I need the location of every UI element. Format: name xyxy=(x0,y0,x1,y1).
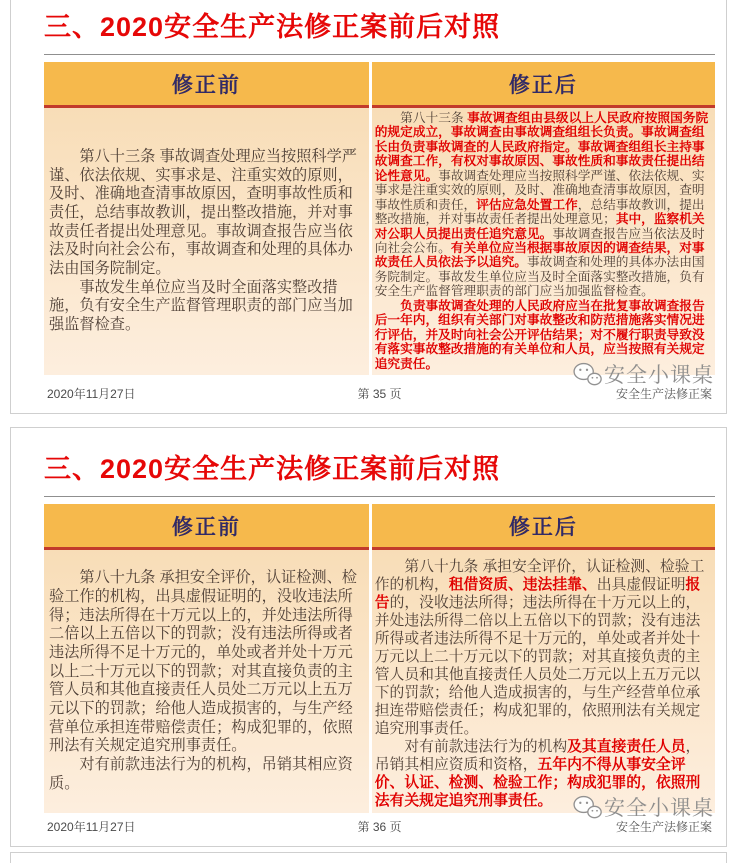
highlighted-text: 事故调查组由县级以上人民政府按照国务院的规定成立，事故调查由事故调查组组长负责。事故调查组长由负责事故调查的人民政府指定。事故调查组组长主持事故调查工作，有权对事故原因、事故性质和事故责任提出结论性意见。 xyxy=(374,110,709,183)
paragraph xyxy=(49,148,366,279)
highlighted-text: 其中，监察机关对公职人员提出责任追究意见。 xyxy=(374,212,705,241)
body-text: 事故发生单位应当及时全面落实整改措施，负有安全生产监督管理职责的部门应当加强监督检查。 xyxy=(49,278,353,333)
after-text-cell xyxy=(372,550,715,813)
body-text: 对有前款违法行为的机构，吊销其相应资质。 xyxy=(49,756,353,792)
paragraph xyxy=(375,558,711,738)
slide-footer xyxy=(47,385,712,402)
footer-date: 2020年11月27日 xyxy=(47,820,136,834)
body-text: 事故调查报告应当依法及时向社会公布。 xyxy=(374,226,705,255)
table-body-row xyxy=(44,550,715,813)
title-divider xyxy=(44,54,715,55)
body-text: 事故调查和处理的具体办法由国务院制定。事故发生单位应当及时全面落实整改措施，负有安全生产监督管理职责的部门应当加强监督检查。 xyxy=(374,255,705,299)
footer-page-number: 第 36 页 xyxy=(357,820,402,834)
footer-date: 2020年11月27日 xyxy=(47,387,136,401)
slide-card-35 xyxy=(10,0,727,414)
body-text: 的，没收违法所得；违法所得在十万元以上的，并处违法所得二倍以上五倍以下的罚款；没有违法所得或者违法所得不足十万元的，单处或者并处十万元以上二十万元以下的罚款；对其直接负责的主管人员和其他直接责任人员处二万元以上五万元以下的罚款；给他人造成损害的，与生产经营单位承担连带赔偿责任；构成犯罪的，依照刑法有关规定追究刑事责任。 xyxy=(374,594,701,738)
comparison-table xyxy=(44,504,715,813)
slide-content xyxy=(11,0,726,413)
body-text: ，吊销其相应资质和资格， xyxy=(374,739,701,774)
slide-title: 三、2020安全生产法修正案前后对照 xyxy=(44,454,501,484)
paragraph xyxy=(49,756,366,793)
highlighted-text: 及其直接责任人员 xyxy=(567,739,686,756)
table-body-row xyxy=(44,108,715,375)
before-text-cell xyxy=(44,108,369,375)
body-text: 第八十九条 承担安全评价，认证检测、检验工作的机构，出具虚假证明的，没收违法所得；违法所得在十万元以上的，并处违法所得二倍以上五倍以下的罚款；没有违法所得或者违法所得不足十万元的，单处或者并处十万元以上二十万元以下的罚款；对其直接负责的主管人员和其他直接责任人员处二万元以上五万元以下的罚款；给他人造成损害的，与生产经营单位承担连带赔偿责任；构成犯罪的，依照刑法有关规定追究刑事责任。 xyxy=(49,569,357,755)
highlighted-text: 租借资质、违法挂靠、 xyxy=(448,576,597,593)
paragraph xyxy=(375,111,711,299)
column-header-after: 修正后 xyxy=(372,504,715,550)
body-text: 第八十三条 xyxy=(400,110,468,125)
next-slide-edge xyxy=(10,852,727,863)
wechat-icon xyxy=(572,794,602,820)
body-text: 对有前款违法行为的机构 xyxy=(404,739,568,756)
highlighted-text: 负责事故调查处理的人民政府应当在批复事故调查报告后一年内，组织有关部门对事故整改和防范措施落实情况进行评估，并及时向社会公开评估结果；对不履行职责导致没有落实事故整改措施的有关单位和人员，应当按照有关规定追究责任。 xyxy=(374,298,705,371)
slide-card-36 xyxy=(10,427,727,847)
comparison-table xyxy=(44,62,715,375)
body-text: ，总结事故教训，提出整改措施，并对事故责任者提出处理意见； xyxy=(374,197,705,227)
paragraph xyxy=(49,279,366,335)
footer-page-number: 第 35 页 xyxy=(357,387,402,401)
table-header-row xyxy=(44,504,715,550)
paragraph xyxy=(49,569,366,756)
title-divider xyxy=(44,496,715,497)
highlighted-text: 有关单位应当根据事故原因的调查结果，对事故责任人员依法予以追究。 xyxy=(374,240,705,270)
table-header-row xyxy=(44,62,715,108)
highlighted-text: 评估应急处置工作 xyxy=(476,197,578,212)
highlighted-text: 报告 xyxy=(374,576,701,611)
slide-content xyxy=(11,428,726,846)
body-text: 第八十三条 事故调查处理应当按照科学严谨、依法依规、实事求是、注重实效的原则，及时、准确地查清事故原因，查明事故性质和责任，总结事故教训，提出整改措施，并对事故责任者提出处理意见。事故调查报告应当依法及时向社会公布，事故调查和处理的具体办法由国务院制定。 xyxy=(49,147,357,277)
slide-title: 三、2020安全生产法修正案前后对照 xyxy=(44,12,501,42)
slide-footer xyxy=(47,818,712,835)
footer-caption: 安全生产法修正案 xyxy=(616,387,713,401)
watermark-text: 安全小课桌 xyxy=(604,364,714,387)
body-text: 出具虚假证明 xyxy=(596,576,686,593)
column-header-before: 修正前 xyxy=(44,62,369,108)
watermark-text: 安全小课桌 xyxy=(604,797,714,820)
body-text: 事故调查处理应当按照科学严谨、依法依规、实事求是注重实效的原则，及时、准确地查清事故原因，查明事故性质和责任， xyxy=(374,168,705,212)
before-text-cell xyxy=(44,550,369,813)
column-header-before: 修正前 xyxy=(44,504,369,550)
after-text-cell xyxy=(372,108,715,375)
body-text: 第八十九条 承担安全评价，认证检测、检验工作的机构， xyxy=(374,558,705,593)
footer-caption: 安全生产法修正案 xyxy=(616,820,713,834)
wechat-icon xyxy=(572,361,602,387)
column-header-after: 修正后 xyxy=(372,62,715,108)
highlighted-text: 五年内不得从事安全评价、认证、检测、检验工作；构成犯罪的，依照刑法有关规定追究刑事责任。 xyxy=(374,757,701,810)
